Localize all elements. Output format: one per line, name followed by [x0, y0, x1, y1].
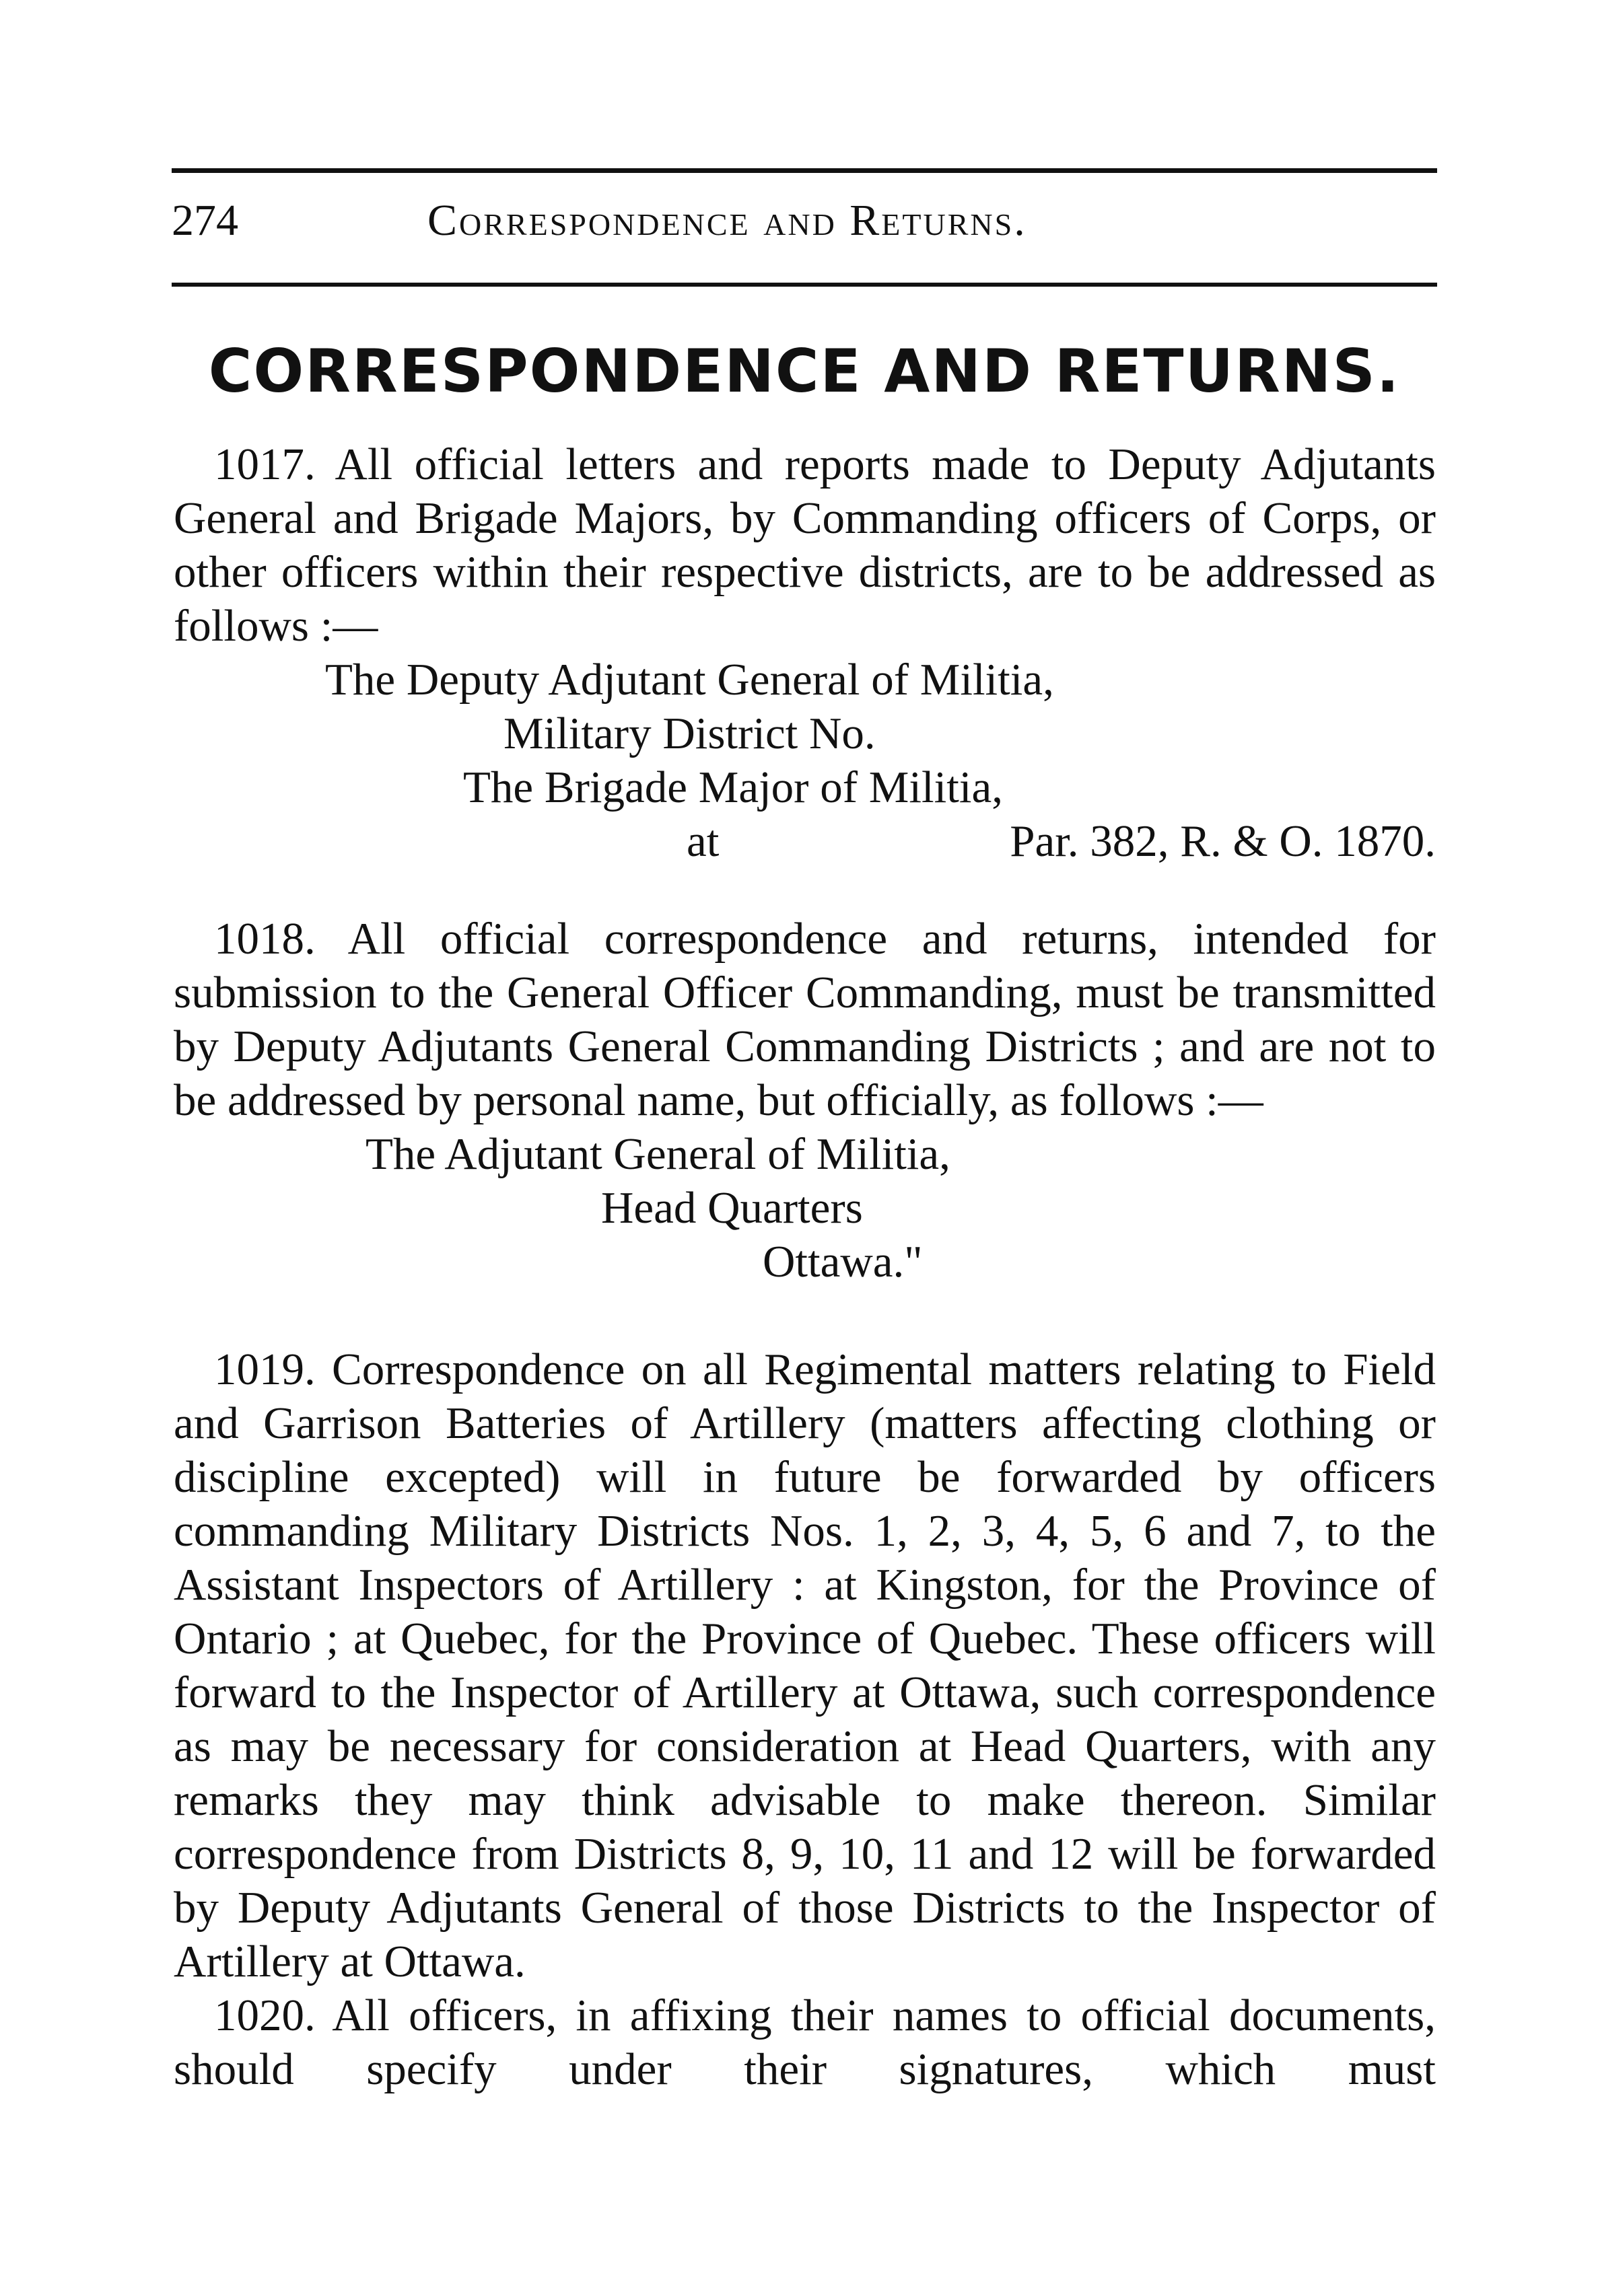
page-number: 274 — [172, 196, 238, 245]
paragraph-1019: 1019. Correspondence on all Regimental matters relating to Field and Garrison Batteries of Artillery (matters affecting clothing or discipline excepted) will in future be forwarded by officers commanding Military Districts Nos. 1, 2, 3, 4, 5, 6 and 7, to the Assistant Inspectors of Artillery : at Kingston, for the Province of Ontario ; at Quebec, for the Province of Quebec. These officers will forward to the Inspector of Artillery at Ottawa, such correspondence as may be necessary for consideration at Head Quarters, with any remarks they may think advisable to make thereon. Similar correspondence from Districts 8, 9, 10, 11 and 12 will be forwarded by Deputy Adjutants General of those Districts to the Inspector of Artillery at Ottawa. — [174, 1344, 1436, 1986]
running-header — [172, 195, 1437, 262]
address-line: The Adjutant General of Militia, — [366, 1129, 950, 1179]
address-line: The Brigade Major of Militia, — [463, 762, 1003, 812]
body-text — [174, 437, 1436, 2096]
address-line: The Deputy Adjutant General of Militia, — [325, 655, 1054, 705]
reference-line — [174, 814, 1436, 868]
paragraph-1020: 1020. All officers, in affixing their names to official documents, should specify under their signatures, which must — [174, 1990, 1436, 2094]
header-bottom-rule — [172, 283, 1437, 287]
running-title: Correspondence and Returns. — [427, 196, 1027, 245]
header-top-rule — [172, 168, 1437, 173]
address-line: Ottawa." — [763, 1237, 923, 1287]
section-heading: CORRESPONDENCE AND RETURNS. — [208, 336, 1401, 406]
citation-reference: Par. 382, R. & O. 1870. — [1010, 816, 1436, 866]
address-line: Head Quarters — [601, 1183, 863, 1233]
paragraph-1017: 1017. All official letters and reports made to Deputy Adjutants General and Brigade Majors, by Commanding officers of Corps, or other officers within their respective districts, are to be addressed as follows :— — [174, 439, 1436, 651]
address-line: Military District No. — [503, 709, 876, 758]
paragraph-1018: 1018. All official correspondence and returns, intended for submission to the General Officer Commanding, must be transmitted by Deputy Adjutants General Commanding Districts ; and are not to be addressed by personal name, but officially, as follows :— — [174, 914, 1436, 1125]
address-at: at — [687, 816, 720, 866]
